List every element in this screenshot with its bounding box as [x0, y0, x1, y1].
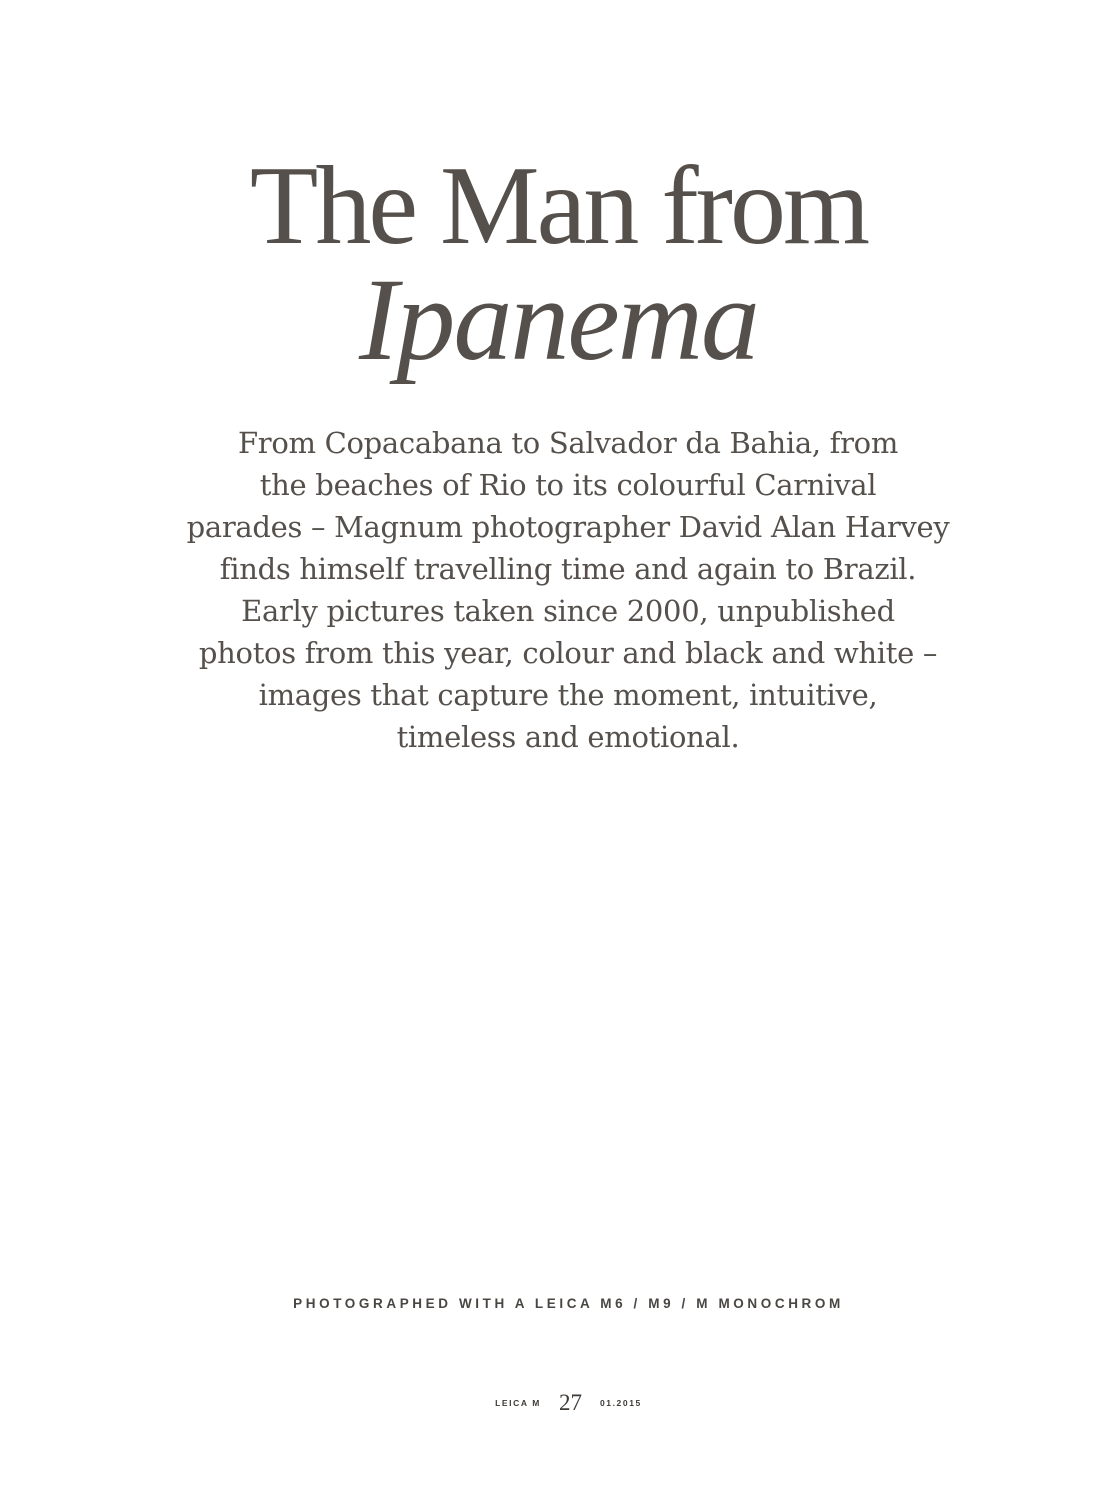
intro-line: photos from this year, colour and black and white – [198, 636, 938, 670]
intro-line: timeless and emotional. [396, 720, 740, 754]
page-footer [0, 1390, 1117, 1416]
photo-credit: PHOTOGRAPHED WITH A LEICA M6 / M9 / M MONOCHROM [293, 1296, 844, 1311]
footer-brand: LEICA M [495, 1398, 541, 1408]
page-number: 27 [558, 1390, 582, 1415]
intro-line: Early pictures taken since 2000, unpublished [241, 594, 895, 628]
intro-line: finds himself travelling time and again to Brazil. [219, 552, 917, 586]
intro-line: From Copacabana to Salvador da Bahia, from [237, 426, 899, 460]
intro-line: the beaches of Rio to its colourful Carnival [259, 468, 877, 502]
intro-line: images that capture the moment, intuitive, [258, 678, 878, 712]
intro-line: parades – Magnum photographer David Alan Harvey [186, 510, 950, 544]
footer-issue: 01.2015 [599, 1398, 642, 1408]
headline-line-1: The Man from [249, 144, 868, 268]
headline-line-2: Ipanema [359, 254, 758, 385]
intro-paragraph [158, 422, 978, 758]
